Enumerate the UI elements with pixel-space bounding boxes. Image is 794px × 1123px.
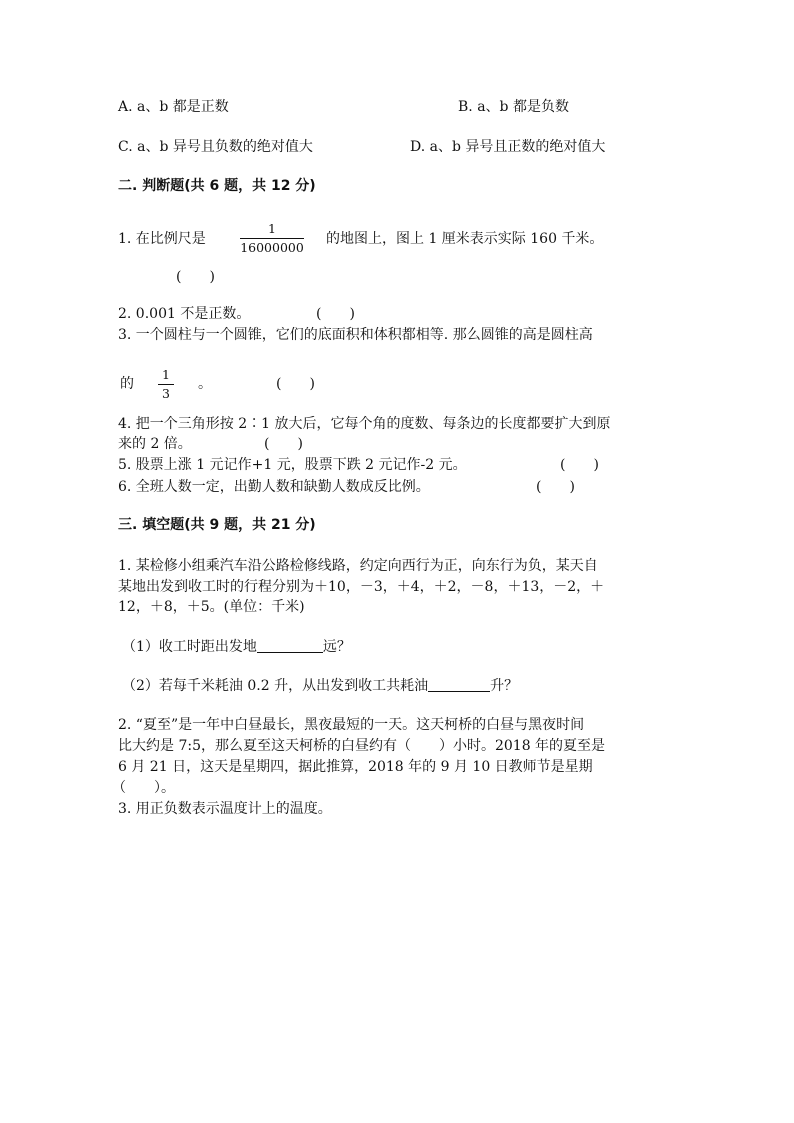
- s2-q3-frac-num: 1: [162, 367, 170, 382]
- section2-heading: 二. 判断题(共 6 题，共 12 分): [118, 178, 316, 194]
- s2-q1-paren: ( ): [176, 269, 215, 285]
- s3-q1-sub1-after: 远？: [322, 639, 351, 655]
- s2-q5-paren: ( ): [560, 457, 599, 473]
- s3-q1-sub2-blank[interactable]: [428, 677, 490, 692]
- s2-q3-before: 的: [120, 376, 134, 392]
- s2-q3-line1: 3. 一个圆柱与一个圆锥，它们的底面积和体积都相等. 那么圆锥的高是圆柱高: [118, 327, 593, 343]
- s2-q1-frac-bar: [240, 238, 304, 239]
- s2-q1-fraction: [240, 222, 304, 255]
- s2-q1-before: 1. 在比例尺是: [118, 231, 206, 247]
- s3-q2-line4: （ ）。: [112, 780, 175, 796]
- choice-d: D. a、b 异号且正数的绝对值大: [410, 139, 606, 155]
- s2-q1-frac-num: 1: [268, 221, 276, 236]
- section3-heading: 三. 填空题(共 9 题，共 21 分): [118, 517, 316, 533]
- s2-q5-text: 5. 股票上涨 1 元记作+1 元，股票下跌 2 元记作-2 元。: [118, 457, 467, 473]
- s3-q1-sub1: [122, 638, 351, 656]
- s2-q4-paren: ( ): [264, 436, 303, 452]
- s2-q4-line1: 4. 把一个三角形按 2∶1 放大后，它每个角的度数、每条边的长度都要扩大到原: [118, 416, 611, 432]
- s2-q1-frac-den: 16000000: [240, 240, 304, 255]
- s3-q1-line2: 某地出发到收工时的行程分别为＋10，－3，＋4，＋2，－8，＋13，－2，＋: [118, 579, 605, 595]
- s3-q1-sub1-before: （1）收工时距出发地: [122, 639, 257, 655]
- s2-q6-text: 6. 全班人数一定，出勤人数和缺勤人数成反比例。: [118, 479, 430, 495]
- s3-q3-text: 3. 用正负数表示温度计上的温度。: [118, 801, 332, 817]
- s3-q1-sub1-blank[interactable]: [257, 638, 323, 653]
- s2-q4-line2: 来的 2 倍。: [118, 436, 192, 452]
- s3-q2-line1: 2. “夏至”是一年中白昼最长，黑夜最短的一天。这天柯桥的白昼与黑夜时间: [118, 717, 585, 733]
- s3-q1-line1: 1. 某检修小组乘汽车沿公路检修线路，约定向西行为正，向东行为负，某天自: [118, 558, 598, 574]
- s2-q3-fraction: [158, 368, 174, 401]
- s2-q3-paren: ( ): [276, 376, 315, 392]
- s3-q1-line3: 12，＋8，＋5。(单位：千米): [118, 599, 305, 615]
- s2-q3-frac-bar: [158, 384, 174, 385]
- s2-q2-text: 2. 0.001 不是正数。: [118, 306, 251, 322]
- s3-q1-sub2-before: （2）若每千米耗油 0.2 升，从出发到收工共耗油: [122, 678, 429, 694]
- s3-q2-line3: 6 月 21 日，这天是星期四，据此推算，2018 年的 9 月 10 日教师节是星期: [118, 759, 593, 775]
- s2-q2-paren: ( ): [316, 306, 355, 322]
- s2-q3-frac-den: 3: [162, 386, 170, 401]
- s3-q1-sub2: [122, 677, 518, 695]
- s2-q3-after: 。: [198, 376, 212, 392]
- s3-q1-sub2-after: 升？: [490, 678, 519, 694]
- choice-a: A. a、b 都是正数: [118, 99, 229, 115]
- s3-q2-line2: 比大约是 7:5，那么夏至这天柯桥的白昼约有（ ）小时。2018 年的夏至是: [118, 738, 606, 754]
- s2-q1-after: 的地图上，图上 1 厘米表示实际 160 千米。: [326, 231, 604, 247]
- choice-c: C. a、b 异号且负数的绝对值大: [118, 139, 313, 155]
- choice-b: B. a、b 都是负数: [458, 99, 569, 115]
- s2-q6-paren: ( ): [536, 479, 575, 495]
